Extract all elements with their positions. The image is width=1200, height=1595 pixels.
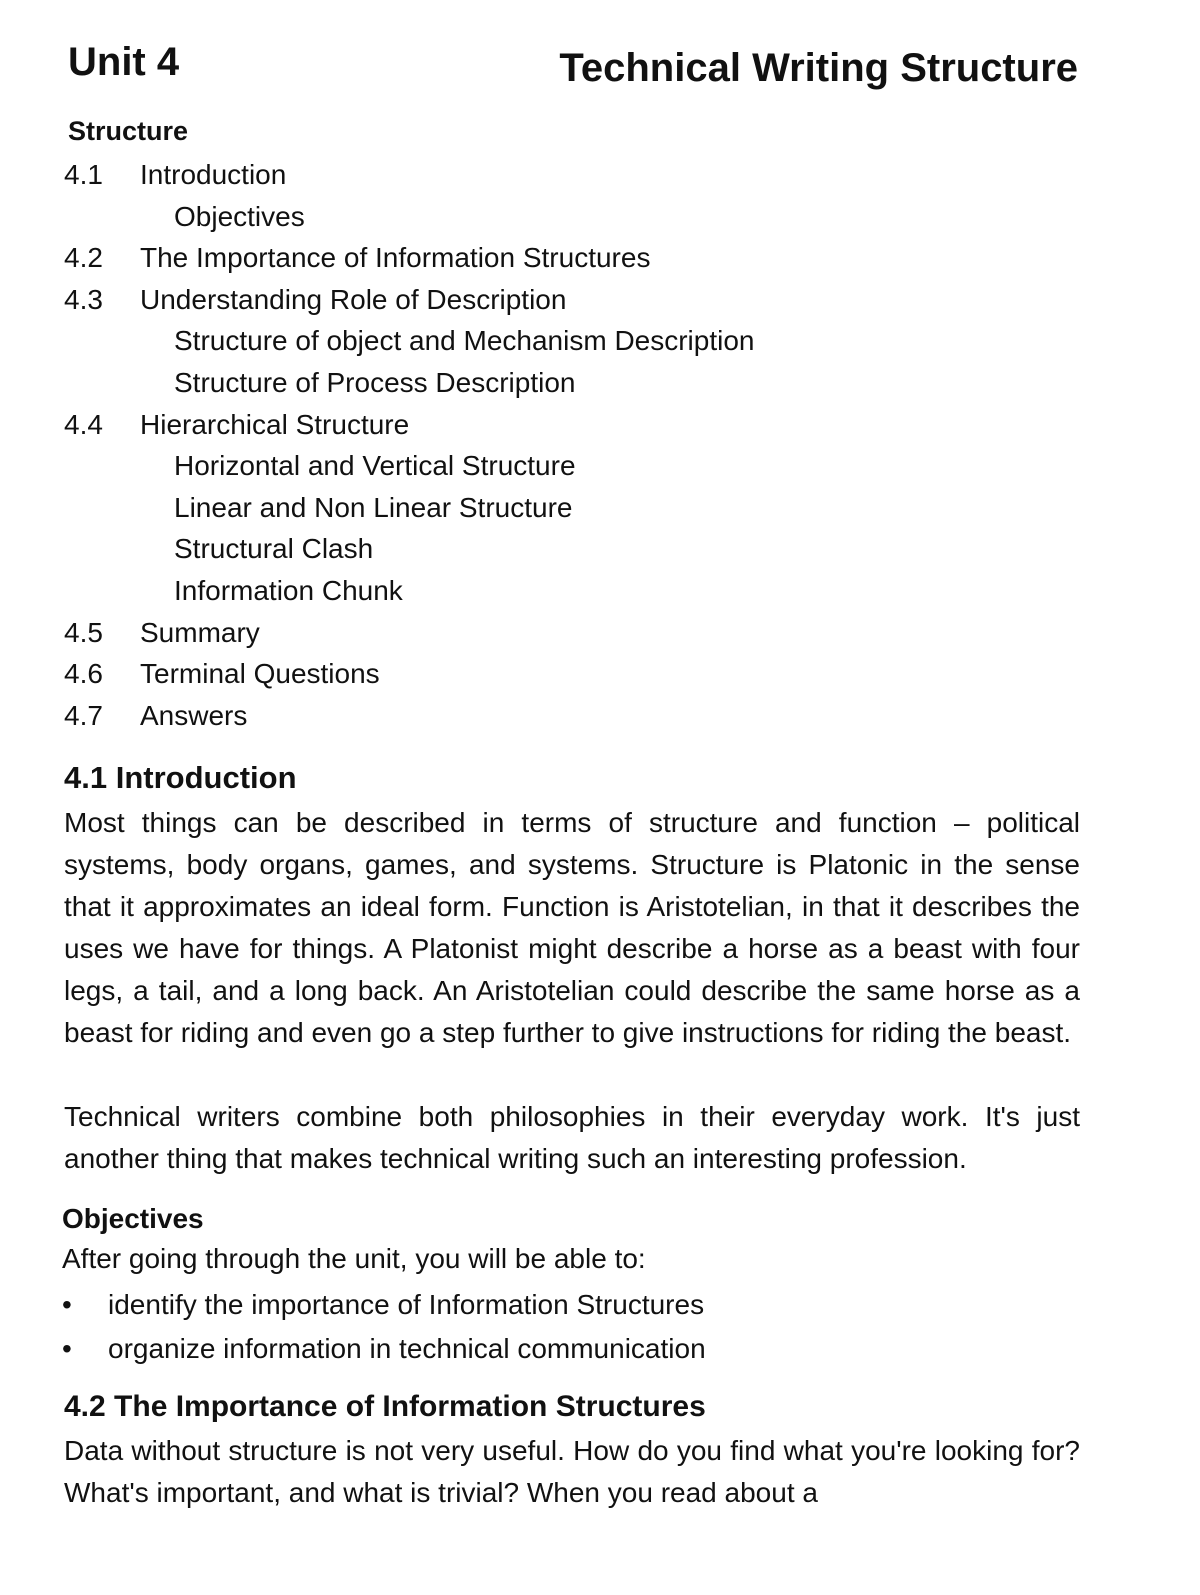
importance-heading: 4.2 The Importance of Information Structures xyxy=(64,1390,706,1423)
objectives-intro: After going through the unit, you will be able to: xyxy=(62,1243,646,1274)
toc-item xyxy=(64,154,964,196)
toc-subitem xyxy=(64,320,964,362)
toc-subitem xyxy=(64,528,964,570)
toc-number: 4.5 xyxy=(64,616,103,648)
toc-label: Terminal Questions xyxy=(140,658,380,690)
bullet-icon: • xyxy=(62,1289,72,1320)
objectives-heading: Objectives xyxy=(62,1203,204,1234)
toc-item xyxy=(64,237,964,279)
toc-label: Information Chunk xyxy=(174,574,403,606)
list-item-text: organize information in technical communication xyxy=(108,1333,706,1364)
toc-label: Answers xyxy=(140,699,248,731)
toc-label: Horizontal and Vertical Structure xyxy=(174,450,576,482)
toc-item xyxy=(64,653,964,695)
toc-label: Hierarchical Structure xyxy=(140,408,410,440)
toc-label: Linear and Non Linear Structure xyxy=(174,491,573,523)
toc-number: 4.4 xyxy=(64,408,103,440)
toc-item xyxy=(64,612,964,654)
toc-label: Structure of Process Description xyxy=(174,366,576,398)
toc-number: 4.7 xyxy=(64,699,103,731)
toc-number: 4.2 xyxy=(64,242,103,274)
list-item xyxy=(62,1283,962,1327)
introduction-heading: 4.1 Introduction xyxy=(64,760,297,795)
toc-label: Structural Clash xyxy=(174,533,374,565)
toc-subitem xyxy=(64,445,964,487)
unit-header xyxy=(68,40,1078,100)
introduction-paragraph-2: Technical writers combine both philosophies in their everyday work. It's just another thing that makes technical writing such an interesting profession. xyxy=(64,1101,1080,1174)
structure-heading: Structure xyxy=(68,116,189,146)
toc-label: Introduction xyxy=(140,159,287,190)
toc-item xyxy=(64,404,964,446)
toc-subitem xyxy=(64,487,964,529)
toc-item xyxy=(64,695,964,737)
toc-number: 4.6 xyxy=(64,658,103,690)
importance-paragraph: Data without structure is not very useful. How do you find what you're looking for? What's important, and what is trivial? When you read about a xyxy=(64,1435,1080,1508)
list-item-text: identify the importance of Information Structures xyxy=(108,1289,705,1320)
toc-number: 4.1 xyxy=(64,159,103,190)
toc-subitem xyxy=(64,196,964,238)
bullet-icon: • xyxy=(62,1333,72,1364)
toc-subitem xyxy=(64,362,964,404)
introduction-paragraph: Most things can be described in terms of structure and function – political systems, body organs, games, and systems. Structure is Platonic in the sense that it approximates an ideal form. Function is Aristotelian, in that it describes the uses we have for things. A Platonist might describe a horse as a beast with four legs, a tail, and a long back. An Aristotelian could describe the same horse as a beast for riding and even go a step further to give instructions for riding the beast. xyxy=(64,807,1080,1048)
table-of-contents xyxy=(64,154,964,736)
objectives-list xyxy=(62,1283,962,1371)
toc-label: The Importance of Information Structures xyxy=(140,242,651,274)
toc-item xyxy=(64,279,964,321)
list-item xyxy=(62,1327,962,1371)
toc-number: 4.3 xyxy=(64,283,103,315)
toc-subitem xyxy=(64,570,964,612)
unit-number: Unit 4 xyxy=(68,40,180,84)
unit-title: Technical Writing Structure xyxy=(559,46,1078,90)
toc-label: Summary xyxy=(140,616,260,648)
toc-label: Structure of object and Mechanism Description xyxy=(174,325,755,357)
toc-label: Objectives xyxy=(174,200,305,232)
toc-label: Understanding Role of Description xyxy=(140,283,567,315)
